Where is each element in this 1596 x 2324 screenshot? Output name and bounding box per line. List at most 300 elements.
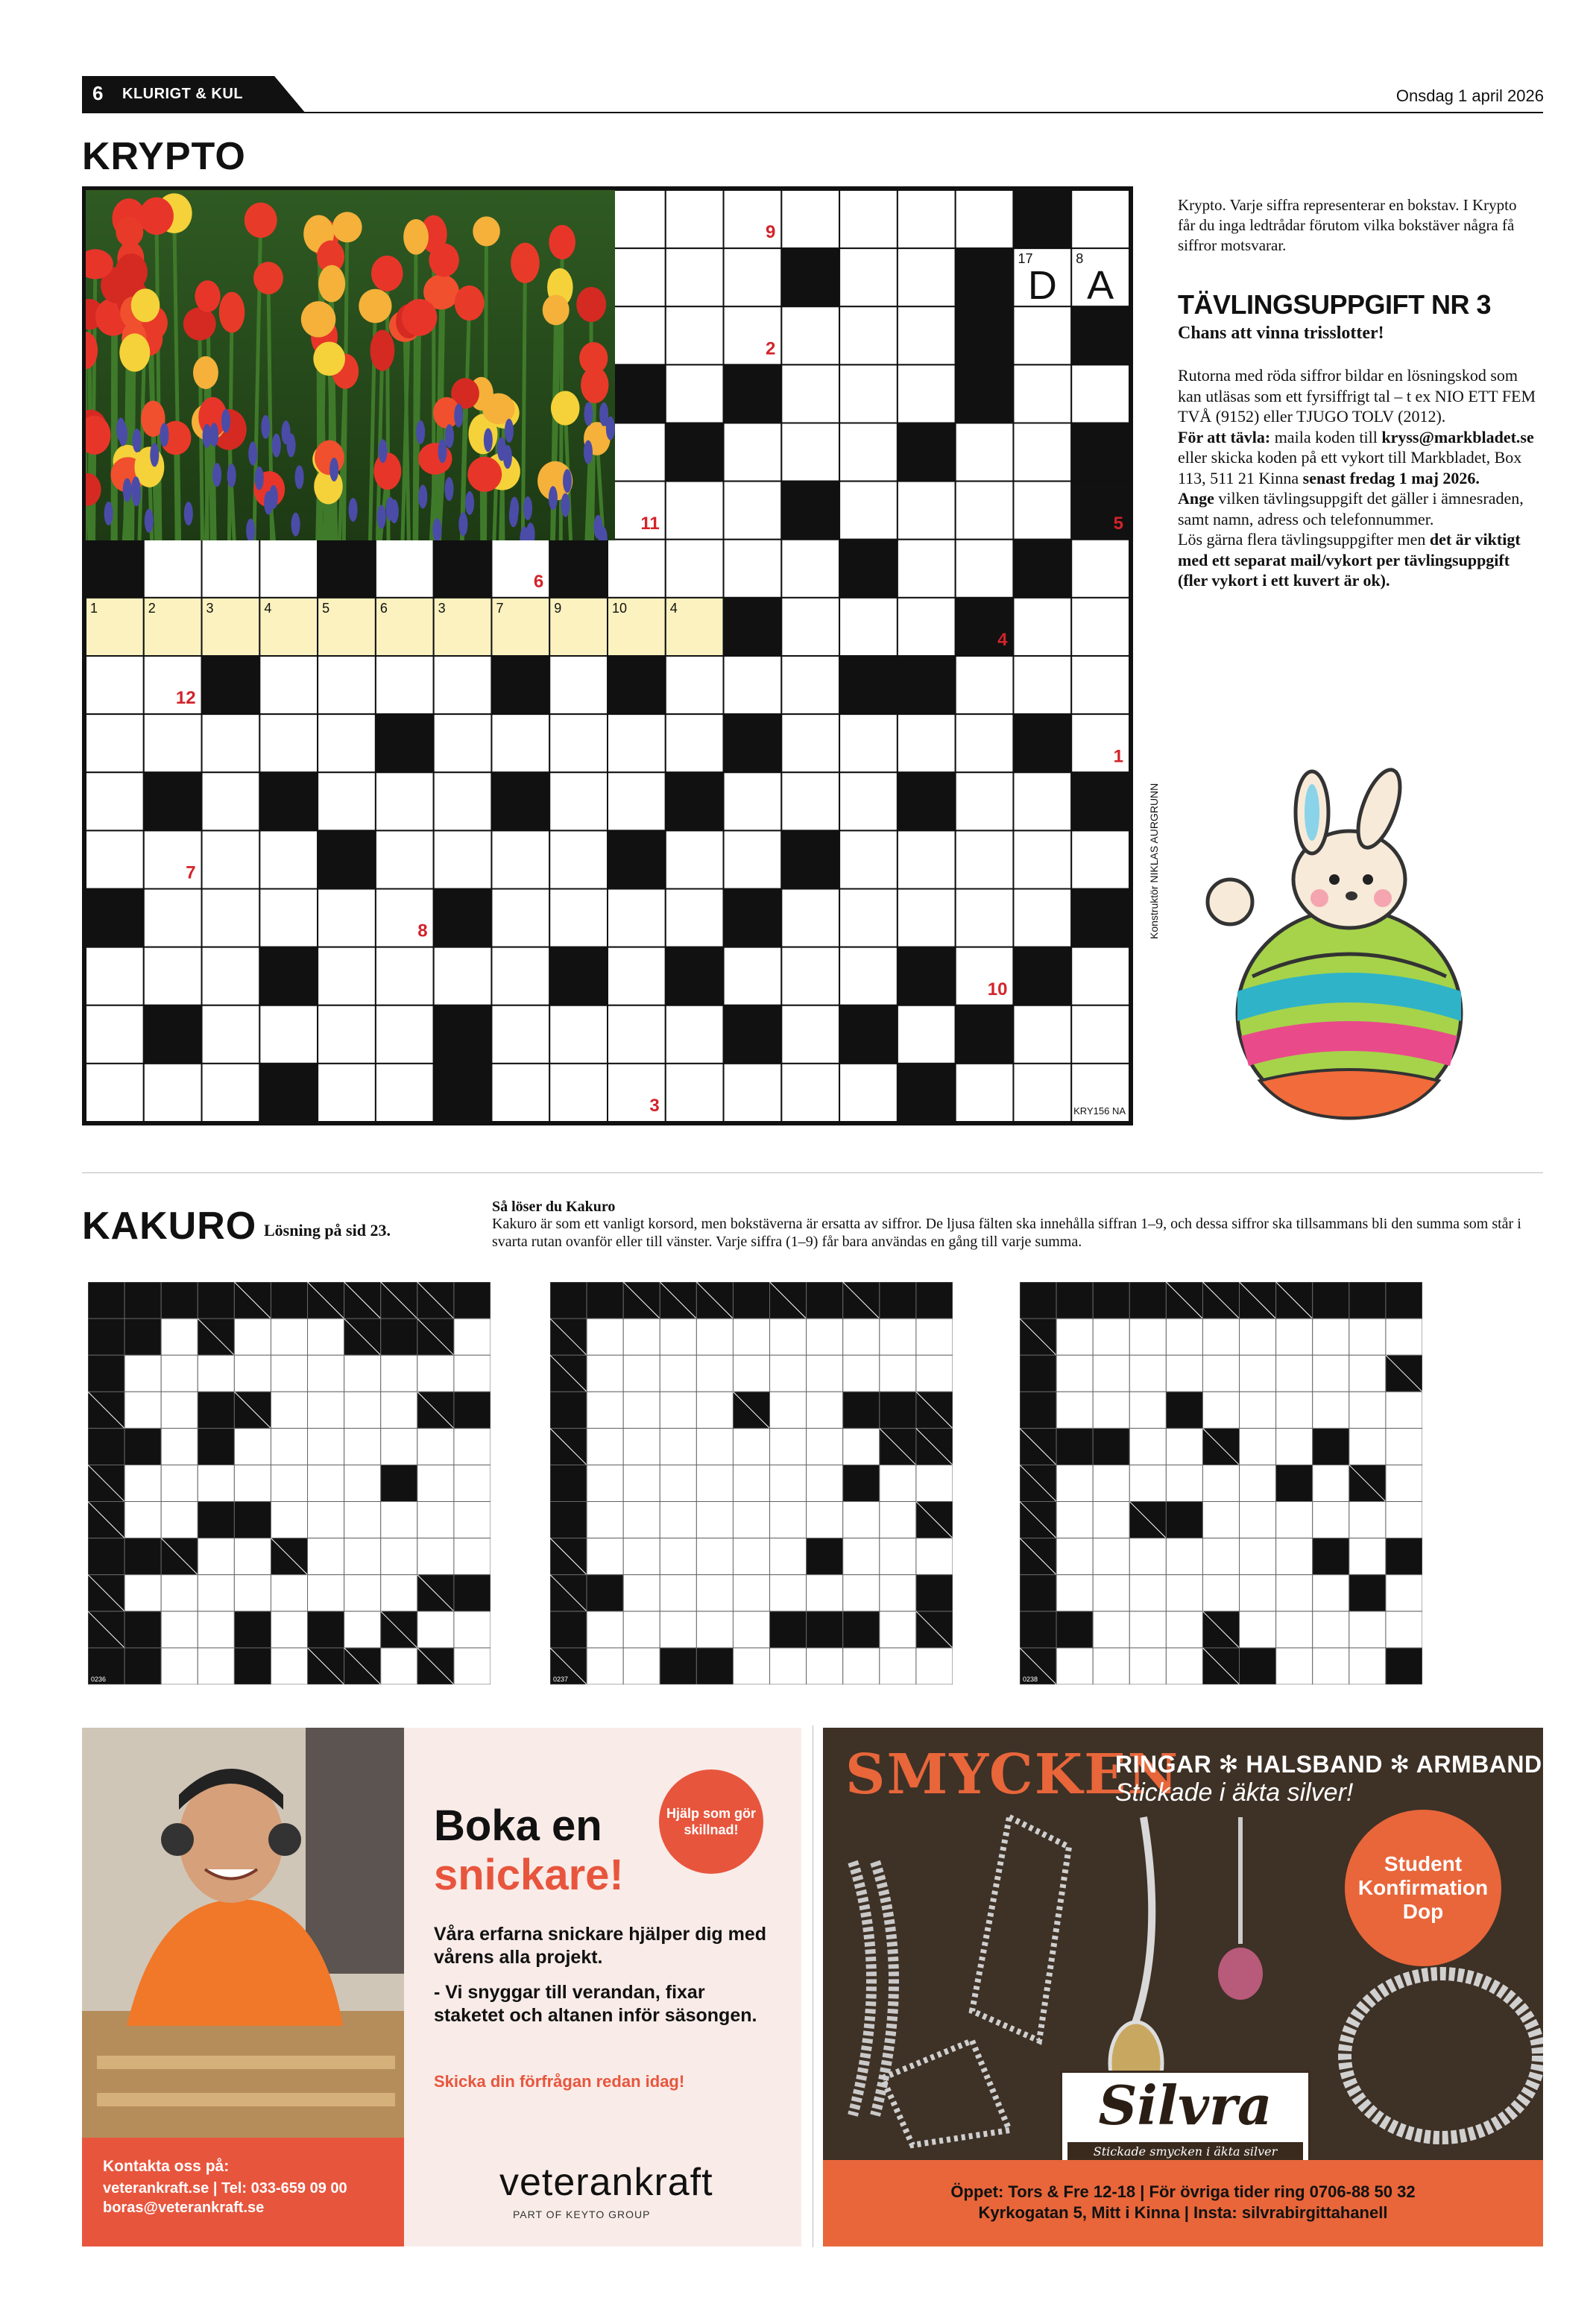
- kakuro-cell[interactable]: [587, 1319, 623, 1355]
- kakuro-cell[interactable]: [1166, 1648, 1202, 1684]
- kakuro-cell[interactable]: [623, 1428, 660, 1465]
- kakuro-cell[interactable]: [1240, 1319, 1276, 1355]
- kakuro-cell[interactable]: [733, 1465, 769, 1501]
- kakuro-cell[interactable]: [234, 1428, 271, 1465]
- kakuro-cell[interactable]: [1240, 1502, 1276, 1538]
- kakuro-cell[interactable]: [1349, 1428, 1386, 1465]
- krypto-cell[interactable]: [86, 656, 144, 714]
- kakuro-cell[interactable]: [1093, 1355, 1129, 1392]
- krypto-cell[interactable]: [666, 714, 724, 772]
- krypto-cell[interactable]: [781, 772, 839, 830]
- kakuro-cell[interactable]: [1276, 1538, 1313, 1575]
- kakuro-cell[interactable]: [1276, 1428, 1313, 1465]
- kakuro-cell[interactable]: [733, 1428, 769, 1465]
- krypto-cell[interactable]: [839, 1064, 898, 1122]
- krypto-cell[interactable]: [608, 1005, 666, 1064]
- kakuro-cell[interactable]: [454, 1428, 491, 1465]
- kakuro-cell[interactable]: [660, 1465, 696, 1501]
- krypto-cell[interactable]: [956, 540, 1014, 598]
- krypto-cell[interactable]: [781, 364, 839, 423]
- kakuro-cell[interactable]: [880, 1538, 916, 1575]
- kakuro-cell[interactable]: [1129, 1428, 1166, 1465]
- kakuro-cell[interactable]: [271, 1392, 307, 1428]
- kakuro-cell[interactable]: [843, 1428, 880, 1465]
- krypto-cell[interactable]: [666, 540, 724, 598]
- kakuro-cell[interactable]: [161, 1319, 198, 1355]
- krypto-cell[interactable]: [259, 1005, 318, 1064]
- kakuro-cell[interactable]: [1349, 1538, 1386, 1575]
- kakuro-cell[interactable]: [1129, 1319, 1166, 1355]
- kakuro-cell[interactable]: [770, 1575, 807, 1611]
- kakuro-cell[interactable]: [1056, 1575, 1093, 1611]
- kakuro-cell[interactable]: [344, 1538, 381, 1575]
- kakuro-cell[interactable]: [1276, 1392, 1313, 1428]
- kakuro-cell[interactable]: [770, 1428, 807, 1465]
- krypto-cell[interactable]: [491, 714, 549, 772]
- krypto-cell[interactable]: [956, 190, 1014, 248]
- krypto-cell[interactable]: [898, 481, 956, 540]
- krypto-cell[interactable]: [86, 1064, 144, 1122]
- krypto-cell[interactable]: [724, 1064, 782, 1122]
- krypto-cell[interactable]: [898, 830, 956, 888]
- kakuro-cell[interactable]: [161, 1465, 198, 1501]
- kakuro-cell[interactable]: [807, 1575, 843, 1611]
- krypto-cell[interactable]: [549, 656, 608, 714]
- krypto-cell[interactable]: [956, 772, 1014, 830]
- kakuro-cell[interactable]: [770, 1465, 807, 1501]
- krypto-cell[interactable]: [608, 248, 666, 306]
- krypto-cell[interactable]: [898, 1005, 956, 1064]
- krypto-cell[interactable]: [318, 772, 376, 830]
- krypto-cell[interactable]: [781, 656, 839, 714]
- kakuro-cell[interactable]: [843, 1575, 880, 1611]
- krypto-cell[interactable]: [434, 714, 492, 772]
- krypto-cell[interactable]: [781, 1064, 839, 1122]
- krypto-cell[interactable]: [376, 947, 434, 1005]
- kakuro-cell[interactable]: [271, 1355, 307, 1392]
- krypto-cell[interactable]: [1071, 190, 1129, 248]
- kakuro-cell[interactable]: [696, 1428, 733, 1465]
- kakuro-cell[interactable]: [1386, 1428, 1422, 1465]
- kakuro-cell[interactable]: [733, 1648, 769, 1684]
- competition-email[interactable]: kryss@markbladet.se: [1381, 427, 1534, 446]
- krypto-cell[interactable]: [202, 714, 260, 772]
- kakuro-cell[interactable]: [623, 1392, 660, 1428]
- kakuro-cell[interactable]: [198, 1538, 234, 1575]
- kakuro-cell[interactable]: [271, 1465, 307, 1501]
- kakuro-cell[interactable]: [1276, 1575, 1313, 1611]
- kakuro-cell[interactable]: [1386, 1465, 1422, 1501]
- kakuro-cell[interactable]: [1349, 1502, 1386, 1538]
- krypto-cell[interactable]: [1071, 364, 1129, 423]
- kakuro-cell[interactable]: [587, 1648, 623, 1684]
- kakuro-cell[interactable]: [344, 1392, 381, 1428]
- kakuro-cell[interactable]: [1240, 1392, 1276, 1428]
- kakuro-cell[interactable]: [1056, 1502, 1093, 1538]
- kakuro-cell[interactable]: [1056, 1648, 1093, 1684]
- krypto-cell[interactable]: [956, 656, 1014, 714]
- kakuro-cell[interactable]: [770, 1648, 807, 1684]
- kakuro-cell[interactable]: [807, 1392, 843, 1428]
- krypto-cell[interactable]: [781, 598, 839, 656]
- kakuro-cell[interactable]: [1313, 1392, 1349, 1428]
- krypto-cell[interactable]: [666, 1064, 724, 1122]
- krypto-cell[interactable]: [491, 1005, 549, 1064]
- kakuro-cell[interactable]: [1313, 1611, 1349, 1648]
- kakuro-cell[interactable]: [1349, 1648, 1386, 1684]
- kakuro-cell[interactable]: [344, 1502, 381, 1538]
- kakuro-cell[interactable]: [381, 1575, 417, 1611]
- kakuro-cell[interactable]: [1386, 1502, 1422, 1538]
- kakuro-cell[interactable]: [807, 1648, 843, 1684]
- krypto-cell[interactable]: [608, 306, 666, 364]
- kakuro-cell[interactable]: [198, 1465, 234, 1501]
- krypto-cell[interactable]: [898, 248, 956, 306]
- contact-email[interactable]: boras@veterankraft.se: [103, 2200, 265, 2216]
- kakuro-cell[interactable]: [124, 1355, 161, 1392]
- kakuro-cell[interactable]: [916, 1465, 953, 1501]
- kakuro-cell[interactable]: [124, 1392, 161, 1428]
- krypto-cell[interactable]: [781, 714, 839, 772]
- kakuro-cell[interactable]: [381, 1648, 417, 1684]
- kakuro-cell[interactable]: [696, 1392, 733, 1428]
- kakuro-cell[interactable]: [1056, 1538, 1093, 1575]
- krypto-cell[interactable]: [898, 364, 956, 423]
- kakuro-cell[interactable]: [1313, 1319, 1349, 1355]
- krypto-cell[interactable]: [144, 947, 202, 1005]
- kakuro-cell[interactable]: [1056, 1465, 1093, 1501]
- krypto-cell[interactable]: [1071, 1005, 1129, 1064]
- kakuro-cell[interactable]: [733, 1319, 769, 1355]
- krypto-cell[interactable]: [781, 190, 839, 248]
- kakuro-cell[interactable]: [234, 1575, 271, 1611]
- krypto-cell[interactable]: [1013, 364, 1071, 423]
- kakuro-cell[interactable]: [1093, 1611, 1129, 1648]
- krypto-cell[interactable]: [318, 1064, 376, 1122]
- krypto-cell[interactable]: [608, 190, 666, 248]
- krypto-cell[interactable]: [1013, 598, 1071, 656]
- kakuro-cell[interactable]: [660, 1538, 696, 1575]
- kakuro-cell[interactable]: [1202, 1538, 1239, 1575]
- krypto-cell[interactable]: [898, 306, 956, 364]
- kakuro-cell[interactable]: [1386, 1319, 1422, 1355]
- krypto-cell[interactable]: [144, 889, 202, 947]
- kakuro-cell[interactable]: [308, 1319, 344, 1355]
- kakuro-cell[interactable]: [308, 1465, 344, 1501]
- kakuro-cell[interactable]: [1093, 1575, 1129, 1611]
- krypto-cell[interactable]: [781, 947, 839, 1005]
- krypto-cell[interactable]: [86, 714, 144, 772]
- krypto-cell[interactable]: [608, 947, 666, 1005]
- kakuro-cell[interactable]: [1313, 1465, 1349, 1501]
- krypto-cell[interactable]: [666, 1005, 724, 1064]
- kakuro-cell[interactable]: [587, 1502, 623, 1538]
- kakuro-cell[interactable]: [770, 1355, 807, 1392]
- kakuro-cell[interactable]: [1093, 1392, 1129, 1428]
- krypto-cell[interactable]: [376, 540, 434, 598]
- kakuro-cell[interactable]: [770, 1392, 807, 1428]
- kakuro-cell[interactable]: [234, 1538, 271, 1575]
- kakuro-cell[interactable]: [696, 1575, 733, 1611]
- kakuro-cell[interactable]: [807, 1502, 843, 1538]
- krypto-cell[interactable]: [376, 772, 434, 830]
- krypto-cell[interactable]: [434, 830, 492, 888]
- kakuro-cell[interactable]: [1386, 1575, 1422, 1611]
- krypto-cell[interactable]: [1013, 481, 1071, 540]
- krypto-cell[interactable]: [1013, 306, 1071, 364]
- krypto-cell[interactable]: [666, 889, 724, 947]
- kakuro-cell[interactable]: [1093, 1465, 1129, 1501]
- kakuro-cell[interactable]: [696, 1611, 733, 1648]
- kakuro-cell[interactable]: [1240, 1575, 1276, 1611]
- kakuro-grid-2[interactable]: [550, 1282, 953, 1684]
- kakuro-cell[interactable]: [623, 1575, 660, 1611]
- kakuro-cell[interactable]: [1166, 1575, 1202, 1611]
- kakuro-cell[interactable]: [1056, 1319, 1093, 1355]
- ad-snickare[interactable]: [82, 1728, 801, 2246]
- kakuro-cell[interactable]: [308, 1392, 344, 1428]
- krypto-cell[interactable]: [144, 1064, 202, 1122]
- kakuro-cell[interactable]: [454, 1502, 491, 1538]
- kakuro-cell[interactable]: [1056, 1392, 1093, 1428]
- kakuro-cell[interactable]: [271, 1502, 307, 1538]
- kakuro-cell[interactable]: [1093, 1648, 1129, 1684]
- kakuro-cell[interactable]: [1240, 1538, 1276, 1575]
- krypto-cell[interactable]: [781, 889, 839, 947]
- kakuro-cell[interactable]: [770, 1502, 807, 1538]
- krypto-cell[interactable]: [549, 714, 608, 772]
- kakuro-cell[interactable]: [587, 1538, 623, 1575]
- kakuro-cell[interactable]: [308, 1502, 344, 1538]
- kakuro-cell[interactable]: [344, 1575, 381, 1611]
- krypto-cell[interactable]: [898, 190, 956, 248]
- kakuro-cell[interactable]: [660, 1319, 696, 1355]
- kakuro-cell[interactable]: [623, 1319, 660, 1355]
- krypto-cell[interactable]: [781, 423, 839, 481]
- krypto-cell[interactable]: [839, 889, 898, 947]
- kakuro-cell[interactable]: [1276, 1355, 1313, 1392]
- krypto-cell[interactable]: [608, 889, 666, 947]
- kakuro-cell[interactable]: [880, 1611, 916, 1648]
- kakuro-cell[interactable]: [696, 1465, 733, 1501]
- kakuro-cell[interactable]: [587, 1465, 623, 1501]
- krypto-cell[interactable]: [608, 423, 666, 481]
- kakuro-cell[interactable]: [161, 1502, 198, 1538]
- krypto-cell[interactable]: [549, 772, 608, 830]
- kakuro-cell[interactable]: [1129, 1355, 1166, 1392]
- kakuro-cell[interactable]: [1276, 1611, 1313, 1648]
- krypto-cell[interactable]: [666, 830, 724, 888]
- kakuro-cell[interactable]: [308, 1538, 344, 1575]
- kakuro-cell[interactable]: [381, 1428, 417, 1465]
- kakuro-cell[interactable]: [417, 1538, 454, 1575]
- krypto-cell[interactable]: [86, 947, 144, 1005]
- krypto-cell[interactable]: [491, 1064, 549, 1122]
- kakuro-cell[interactable]: [770, 1538, 807, 1575]
- krypto-cell[interactable]: [202, 889, 260, 947]
- kakuro-cell[interactable]: [124, 1502, 161, 1538]
- krypto-cell[interactable]: [376, 1005, 434, 1064]
- kakuro-cell[interactable]: [733, 1575, 769, 1611]
- krypto-cell[interactable]: [318, 714, 376, 772]
- krypto-cell[interactable]: [724, 248, 782, 306]
- krypto-cell[interactable]: [724, 772, 782, 830]
- kakuro-cell[interactable]: [308, 1355, 344, 1392]
- krypto-cell[interactable]: [318, 1005, 376, 1064]
- krypto-cell[interactable]: [666, 481, 724, 540]
- kakuro-cell[interactable]: [733, 1355, 769, 1392]
- kakuro-cell[interactable]: [271, 1611, 307, 1648]
- kakuro-cell[interactable]: [1166, 1538, 1202, 1575]
- krypto-cell[interactable]: [1071, 830, 1129, 888]
- kakuro-cell[interactable]: [1202, 1502, 1239, 1538]
- krypto-cell[interactable]: [259, 830, 318, 888]
- kakuro-cell[interactable]: [1056, 1355, 1093, 1392]
- krypto-cell[interactable]: [1071, 540, 1129, 598]
- krypto-cell[interactable]: [608, 772, 666, 830]
- ad-cta[interactable]: Skicka din förfrågan redan idag!: [434, 2072, 685, 2091]
- krypto-cell[interactable]: [839, 190, 898, 248]
- krypto-cell[interactable]: [666, 364, 724, 423]
- krypto-cell[interactable]: [202, 772, 260, 830]
- kakuro-cell[interactable]: [916, 1355, 953, 1392]
- kakuro-cell[interactable]: [880, 1355, 916, 1392]
- kakuro-cell[interactable]: [381, 1392, 417, 1428]
- kakuro-cell[interactable]: [807, 1319, 843, 1355]
- kakuro-cell[interactable]: [843, 1538, 880, 1575]
- kakuro-cell[interactable]: [660, 1502, 696, 1538]
- krypto-cell[interactable]: [839, 947, 898, 1005]
- kakuro-cell[interactable]: [1313, 1575, 1349, 1611]
- krypto-cell[interactable]: [724, 481, 782, 540]
- kakuro-cell[interactable]: [344, 1428, 381, 1465]
- kakuro-cell[interactable]: [417, 1502, 454, 1538]
- krypto-cell[interactable]: [956, 1064, 1014, 1122]
- kakuro-cell[interactable]: [1129, 1611, 1166, 1648]
- krypto-cell[interactable]: [491, 830, 549, 888]
- kakuro-cell[interactable]: [733, 1611, 769, 1648]
- kakuro-cell[interactable]: [1166, 1428, 1202, 1465]
- krypto-cell[interactable]: [144, 540, 202, 598]
- kakuro-cell[interactable]: [381, 1355, 417, 1392]
- kakuro-cell[interactable]: [1129, 1392, 1166, 1428]
- krypto-cell[interactable]: [1013, 889, 1071, 947]
- kakuro-cell[interactable]: [1313, 1355, 1349, 1392]
- kakuro-cell[interactable]: [271, 1648, 307, 1684]
- krypto-cell[interactable]: [202, 830, 260, 888]
- kakuro-cell[interactable]: [1276, 1319, 1313, 1355]
- kakuro-cell[interactable]: [880, 1648, 916, 1684]
- kakuro-cell[interactable]: [660, 1575, 696, 1611]
- kakuro-cell[interactable]: [1093, 1538, 1129, 1575]
- krypto-cell[interactable]: [549, 830, 608, 888]
- krypto-cell[interactable]: [1071, 947, 1129, 1005]
- krypto-cell[interactable]: [839, 306, 898, 364]
- kakuro-cell[interactable]: [161, 1611, 198, 1648]
- krypto-cell[interactable]: [144, 714, 202, 772]
- kakuro-cell[interactable]: [308, 1575, 344, 1611]
- krypto-cell[interactable]: [1013, 772, 1071, 830]
- krypto-cell[interactable]: [724, 947, 782, 1005]
- krypto-cell[interactable]: [898, 889, 956, 947]
- krypto-cell[interactable]: [839, 598, 898, 656]
- kakuro-cell[interactable]: [161, 1355, 198, 1392]
- kakuro-cell[interactable]: [1202, 1392, 1239, 1428]
- kakuro-cell[interactable]: [271, 1428, 307, 1465]
- kakuro-cell[interactable]: [660, 1428, 696, 1465]
- krypto-cell[interactable]: [318, 656, 376, 714]
- krypto-cell[interactable]: [491, 947, 549, 1005]
- kakuro-cell[interactable]: [381, 1502, 417, 1538]
- kakuro-cell[interactable]: [344, 1611, 381, 1648]
- kakuro-cell[interactable]: [733, 1538, 769, 1575]
- krypto-cell[interactable]: [549, 889, 608, 947]
- krypto-cell[interactable]: [898, 540, 956, 598]
- krypto-cell[interactable]: [781, 540, 839, 598]
- kakuro-cell[interactable]: [381, 1538, 417, 1575]
- kakuro-cell[interactable]: [234, 1355, 271, 1392]
- kakuro-cell[interactable]: [1129, 1648, 1166, 1684]
- krypto-cell[interactable]: [724, 656, 782, 714]
- kakuro-cell[interactable]: [916, 1538, 953, 1575]
- krypto-cell[interactable]: [839, 481, 898, 540]
- kakuro-cell[interactable]: [124, 1575, 161, 1611]
- krypto-cell[interactable]: [202, 1064, 260, 1122]
- kakuro-cell[interactable]: [696, 1319, 733, 1355]
- kakuro-cell[interactable]: [454, 1465, 491, 1501]
- krypto-cell[interactable]: [839, 714, 898, 772]
- krypto-cell[interactable]: [1013, 1005, 1071, 1064]
- kakuro-cell[interactable]: [1349, 1611, 1386, 1648]
- kakuro-cell[interactable]: [1202, 1575, 1239, 1611]
- krypto-cell[interactable]: [376, 830, 434, 888]
- kakuro-cell[interactable]: [1313, 1502, 1349, 1538]
- kakuro-cell[interactable]: [916, 1319, 953, 1355]
- kakuro-cell[interactable]: [344, 1465, 381, 1501]
- kakuro-cell[interactable]: [1202, 1465, 1239, 1501]
- kakuro-cell[interactable]: [1386, 1611, 1422, 1648]
- kakuro-cell[interactable]: [660, 1355, 696, 1392]
- kakuro-cell[interactable]: [623, 1465, 660, 1501]
- kakuro-cell[interactable]: [660, 1392, 696, 1428]
- krypto-cell[interactable]: [839, 423, 898, 481]
- krypto-cell[interactable]: [666, 656, 724, 714]
- kakuro-cell[interactable]: [587, 1392, 623, 1428]
- krypto-cell[interactable]: [956, 423, 1014, 481]
- kakuro-cell[interactable]: [623, 1502, 660, 1538]
- kakuro-cell[interactable]: [454, 1648, 491, 1684]
- krypto-cell[interactable]: [608, 540, 666, 598]
- kakuro-cell[interactable]: [1166, 1465, 1202, 1501]
- kakuro-cell[interactable]: [344, 1355, 381, 1392]
- kakuro-cell[interactable]: [1166, 1611, 1202, 1648]
- kakuro-cell[interactable]: [1349, 1355, 1386, 1392]
- kakuro-cell[interactable]: [198, 1575, 234, 1611]
- kakuro-cell[interactable]: [1129, 1465, 1166, 1501]
- krypto-cell[interactable]: [898, 598, 956, 656]
- kakuro-cell[interactable]: [161, 1392, 198, 1428]
- ad-silvra[interactable]: [823, 1728, 1543, 2246]
- kakuro-cell[interactable]: [696, 1502, 733, 1538]
- krypto-cell[interactable]: [666, 248, 724, 306]
- kakuro-cell[interactable]: [1276, 1648, 1313, 1684]
- kakuro-cell[interactable]: [454, 1355, 491, 1392]
- kakuro-cell[interactable]: [1166, 1319, 1202, 1355]
- kakuro-cell[interactable]: [161, 1575, 198, 1611]
- kakuro-grid-3[interactable]: [1020, 1282, 1422, 1684]
- krypto-cell[interactable]: [956, 714, 1014, 772]
- kakuro-cell[interactable]: [916, 1648, 953, 1684]
